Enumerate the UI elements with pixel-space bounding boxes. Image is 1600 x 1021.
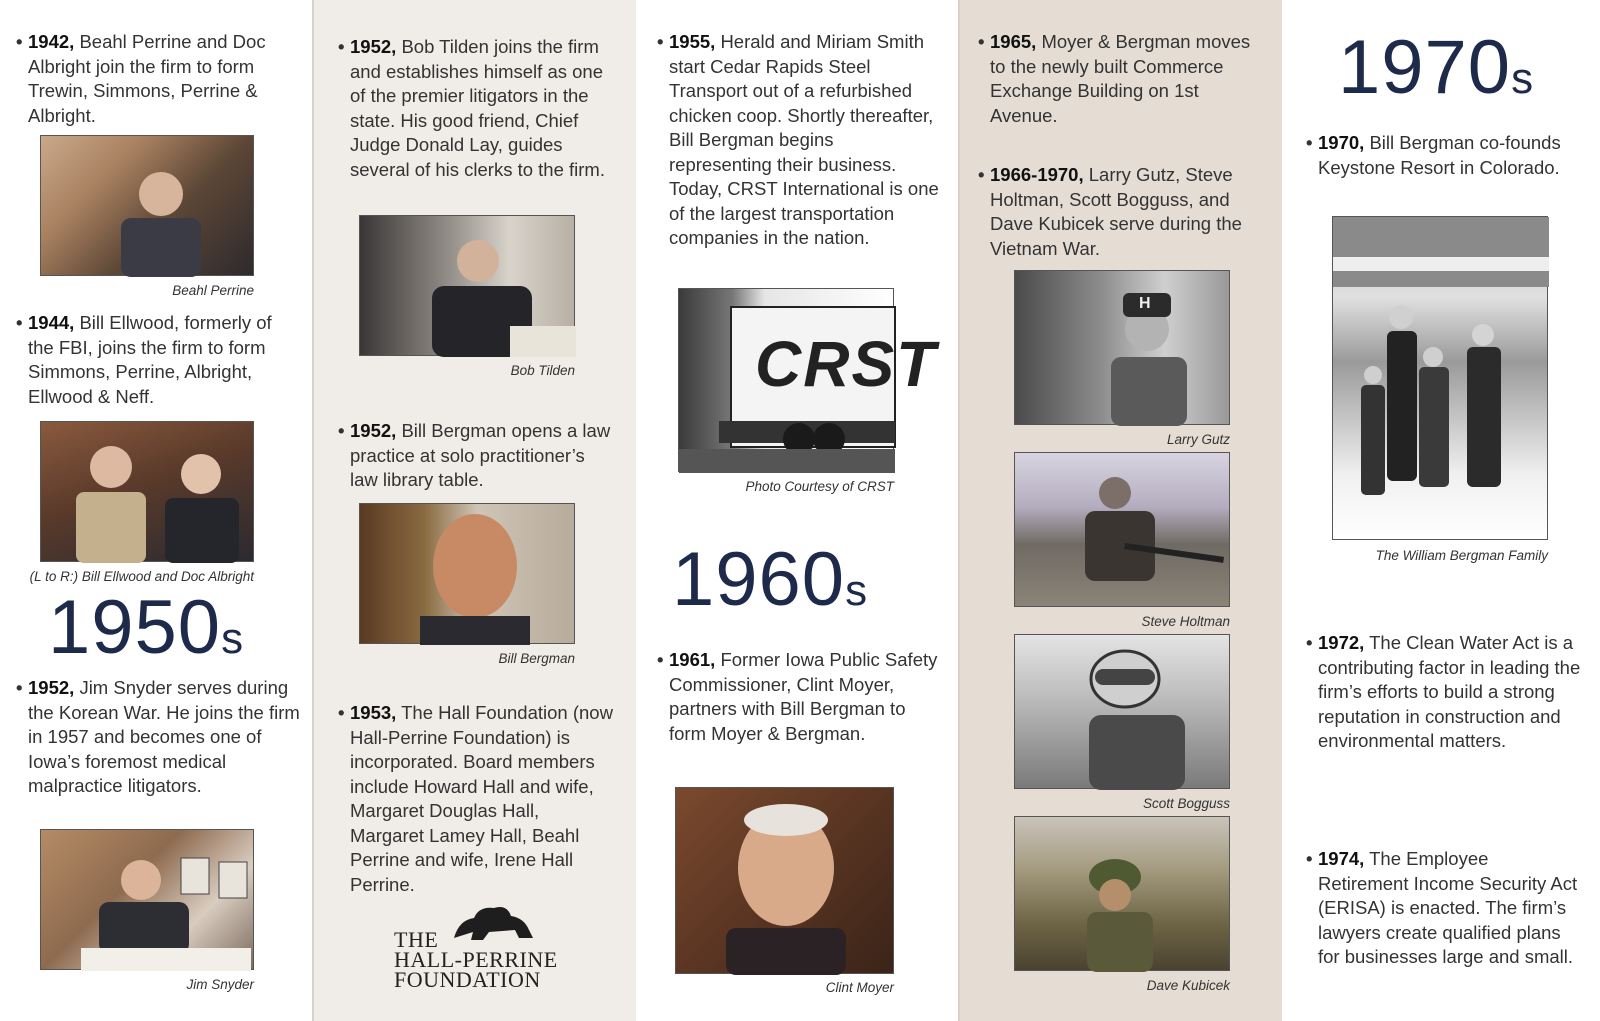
decade-heading-1970s: [1338, 24, 1534, 111]
family-figures-icon: [1333, 217, 1549, 541]
entry-text: Moyer & Bergman moves to the newly built Commerce Exchange Building on 1st Avenue.: [990, 31, 1251, 126]
photo-crst-truck: [678, 288, 938, 472]
caption-scott-bogguss: Scott Bogguss: [1142, 796, 1230, 811]
decade-heading-1950s: [48, 584, 244, 671]
soldier-figure-icon: [1015, 635, 1231, 790]
entry-year: 1944,: [28, 312, 75, 333]
entry-year: 1952,: [350, 420, 397, 441]
decade-suffix: s: [1511, 54, 1535, 103]
entry-year: 1966-1970,: [990, 164, 1084, 185]
photo-jim-snyder: [40, 829, 254, 970]
entry-1942: [16, 30, 298, 128]
logo-text: THE HALL-PERRINE FOUNDATION: [394, 927, 558, 992]
photo-steve-holtman: [1014, 452, 1230, 607]
entry-text: Beahl Perrine and Doc Albright join the firm to form Trewin, Simmons, Perrine & Albright.: [28, 31, 266, 126]
bullet-icon: •: [16, 31, 23, 52]
portrait-figure-icon: [41, 830, 255, 971]
bullet-icon: •: [338, 420, 345, 441]
photo-larry-gutz: [1014, 270, 1230, 425]
bullet-icon: •: [1306, 848, 1313, 869]
caption-clint-moyer: Clint Moyer: [825, 980, 894, 995]
bullet-icon: •: [16, 677, 23, 698]
caption-bergman-family: The William Bergman Family: [1375, 548, 1548, 563]
photo-bill-bergman: [359, 503, 575, 644]
entry-year: 1961,: [669, 649, 716, 670]
hall-perrine-foundation-logo: [394, 900, 594, 990]
entry-1970: [1306, 131, 1578, 180]
portrait-figure-icon: [360, 216, 576, 357]
entry-year: 1955,: [669, 31, 716, 52]
entry-text: Former Iowa Public Safety Commissioner, Clint Moyer, partners with Bill Bergman to form Moyer & Bergman.: [669, 649, 938, 744]
bullet-icon: •: [338, 36, 345, 57]
entry-1944: [16, 311, 298, 409]
entry-year: 1974,: [1318, 848, 1365, 869]
column-1970s: [1282, 0, 1600, 1021]
entry-text: The Employee Retirement Income Security Act (ERISA) is enacted. The firm’s lawyers create qualified plans for businesses large and small.: [1318, 848, 1578, 967]
bullet-icon: •: [1306, 632, 1313, 653]
entry-text: Larry Gutz, Steve Holtman, Scott Bogguss, and Dave Kubicek serve during the Vietnam War.: [990, 164, 1242, 259]
caption-crst: Photo Courtesy of CRST: [745, 479, 894, 494]
photo-beahl-perrine: [40, 135, 254, 276]
caption-steve-holtman: Steve Holtman: [1141, 614, 1230, 629]
bullet-icon: •: [978, 31, 985, 52]
entry-text: Bill Bergman co-founds Keystone Resort in Colorado.: [1318, 132, 1561, 178]
decade-heading-1960s: [672, 536, 868, 623]
caption-ellwood-albright: (L to R:) Bill Ellwood and Doc Albright: [29, 569, 254, 584]
portrait-two-figures-icon: [41, 422, 255, 563]
entry-text: Bill Ellwood, formerly of the FBI, joins the firm to form Simmons, Perrine, Albright, Ellwood & Neff.: [28, 312, 272, 407]
entry-1961: [657, 648, 939, 746]
decade-suffix: s: [221, 614, 245, 663]
column-1960s: [958, 0, 1284, 1021]
entry-year: 1952,: [28, 677, 75, 698]
entry-year: 1952,: [350, 36, 397, 57]
bullet-icon: •: [16, 312, 23, 333]
entry-year: 1972,: [1318, 632, 1365, 653]
entry-year: 1953,: [350, 702, 397, 723]
bullet-icon: •: [1306, 132, 1313, 153]
soldier-figure-icon: [1015, 453, 1231, 608]
bullet-icon: •: [978, 164, 985, 185]
entry-text: The Clean Water Act is a contributing factor in leading the firm’s efforts to build a strong reputation in construction and environmental matters.: [1318, 632, 1581, 751]
caption-bill-bergman: Bill Bergman: [498, 651, 575, 666]
entry-1972: [1306, 631, 1583, 754]
entry-year: 1942,: [28, 31, 75, 52]
column-1950s: [312, 0, 636, 1021]
photo-clint-moyer: [675, 787, 894, 974]
truck-logo-text: CRST: [755, 328, 938, 400]
soldier-figure-icon: [1015, 271, 1231, 426]
entry-1974: [1306, 847, 1583, 970]
bullet-icon: •: [657, 31, 664, 52]
cap-letter: H: [1139, 295, 1151, 312]
entry-1952-bergman: [338, 419, 615, 493]
caption-beahl-perrine: Beahl Perrine: [172, 283, 254, 298]
entry-1952-snyder: [16, 676, 303, 799]
entry-text: Bill Bergman opens a law practice at solo practitioner’s law library table.: [350, 420, 611, 490]
portrait-figure-icon: [676, 788, 895, 975]
photo-scott-bogguss: [1014, 634, 1230, 789]
entry-1952-tilden: [338, 35, 615, 182]
photo-bergman-family: [1332, 216, 1548, 540]
portrait-figure-icon: [360, 504, 576, 645]
decade-number: 1960: [672, 537, 846, 622]
caption-jim-snyder: Jim Snyder: [186, 977, 254, 992]
entry-year: 1970,: [1318, 132, 1365, 153]
soldier-figure-icon: [1015, 817, 1231, 972]
column-1940s-1950s: [0, 0, 312, 1021]
photo-bob-tilden: [359, 215, 575, 356]
bullet-icon: •: [338, 702, 345, 723]
decade-number: 1970: [1338, 25, 1512, 110]
entry-text: Jim Snyder serves during the Korean War. He joins the firm in 1957 and becomes one of Iowa’s foremost medical malpractice litigators.: [28, 677, 300, 796]
entry-1953: [338, 701, 615, 897]
entry-1955: [657, 30, 939, 251]
decade-number: 1950: [48, 585, 222, 670]
bullet-icon: •: [657, 649, 664, 670]
entry-text: Bob Tilden joins the firm and establishes himself as one of the premier litigators in the state. His good friend, Chief Judge Donald Lay, guides several of his clerks to the firm.: [350, 36, 605, 180]
entry-text: Herald and Miriam Smith start Cedar Rapids Steel Transport out of a refurbished chicken coop. Shortly thereafter, Bill Bergman begins representing their business. Today, CRST International is one of the largest transportation companies in the nation.: [669, 31, 939, 248]
caption-bob-tilden: Bob Tilden: [510, 363, 575, 378]
caption-larry-gutz: Larry Gutz: [1166, 432, 1230, 447]
entry-year: 1965,: [990, 31, 1037, 52]
entry-text: The Hall Foundation (now Hall-Perrine Foundation) is incorporated. Board members include Howard Hall and wife, Margaret Douglas Hall, Margaret Lamey Hall, Beahl Perrine and wife, Irene Hall Perrine.: [350, 702, 613, 895]
column-1950s-1960s: [636, 0, 958, 1021]
photo-ellwood-albright: [40, 421, 254, 562]
portrait-figure-icon: [41, 136, 255, 277]
decade-suffix: s: [845, 566, 869, 615]
entry-1965: [978, 30, 1265, 128]
photo-dave-kubicek: [1014, 816, 1230, 971]
entry-1966-1970: [978, 163, 1270, 261]
caption-dave-kubicek: Dave Kubicek: [1146, 978, 1230, 993]
